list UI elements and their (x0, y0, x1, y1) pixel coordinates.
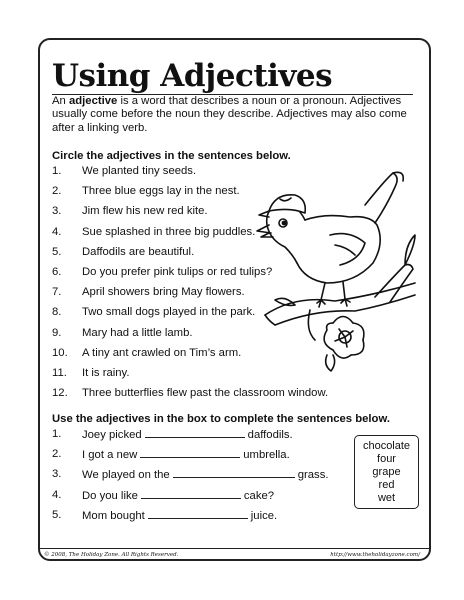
sentence-end: daffodils. (247, 429, 293, 441)
sentence-start: Mom bought (82, 509, 145, 522)
answer-blank[interactable] (148, 508, 248, 519)
item-number: 4. (52, 488, 62, 501)
answer-blank[interactable] (141, 488, 241, 499)
item-number: 1. (52, 165, 62, 177)
sentence-start: Do you like (82, 489, 138, 502)
item-number: 7. (52, 286, 62, 299)
answer-blank[interactable] (145, 427, 245, 438)
footer-url: http://www.theholidayzone.com/ (330, 552, 420, 558)
item-number: 2. (52, 448, 62, 461)
sentence-text: April showers bring May flowers. (82, 286, 245, 299)
word-box-item: wet (377, 492, 396, 504)
section2-heading: Use the adjectives in the box to complete the sentences below. (52, 413, 390, 425)
sentence-text: Two small dogs played in the park. (82, 306, 256, 319)
sentence-end: grass. (297, 469, 329, 482)
sentence-text: It is rainy. (82, 366, 130, 379)
intro-text: is a word that describes a noun or a pronoun. Adjectives usually come before the noun they describe. Adjectives may also come after a linking verb. (52, 95, 407, 134)
item-number: 4. (52, 225, 62, 238)
intro-keyword: adjective (68, 95, 118, 107)
item-number: 11. (52, 366, 67, 379)
item-number: 5. (52, 508, 62, 521)
item-number: 8. (52, 306, 62, 319)
intro-paragraph (52, 95, 417, 135)
page-title: Using Adjectives (52, 58, 333, 94)
intro-prefix: An (52, 95, 69, 107)
item-number: 10. (52, 346, 68, 359)
sentence-text: Daffodils are beautiful. (82, 245, 195, 258)
sentence-start: I got a new (82, 449, 138, 462)
fill-in-sentence (82, 447, 290, 462)
sentence-text: Do you prefer pink tulips or red tulips? (82, 265, 273, 278)
bird-on-branch-illustration (255, 165, 420, 375)
section1-heading: Circle the adjectives in the sentences below. (52, 150, 291, 162)
word-box-item: four (377, 453, 396, 465)
copyright-text: © 2008, The Holiday Zone. All Rights Reserved. (44, 552, 179, 558)
fill-in-sentence (82, 467, 328, 482)
sentence-text: We planted tiny seeds. (82, 165, 197, 177)
item-number: 6. (52, 265, 62, 278)
sentence-text: Three blue eggs lay in the nest. (82, 185, 240, 198)
word-box-item: grape (372, 466, 401, 478)
item-number: 12. (52, 387, 68, 400)
adjective-word-box (354, 435, 419, 509)
item-number: 1. (52, 428, 62, 440)
fill-in-sentence (82, 427, 293, 442)
sentence-end: juice. (250, 509, 278, 522)
item-number: 9. (52, 326, 62, 339)
sentence-text: Sue splashed in three big puddles. (82, 225, 256, 238)
word-box-item: red (378, 479, 395, 491)
item-number: 3. (52, 205, 62, 218)
item-number: 3. (52, 468, 62, 481)
sentence-text: Mary had a little lamb. (82, 326, 193, 339)
sentence-start: We played on the (82, 469, 170, 482)
item-number: 2. (52, 185, 62, 198)
sentence-text: Jim flew his new red kite. (82, 205, 208, 218)
item-number: 5. (52, 245, 62, 258)
sentence-end: cake? (243, 489, 275, 502)
sentence-text: Three butterflies flew past the classroom window. (82, 387, 329, 400)
answer-blank[interactable] (173, 467, 295, 478)
answer-blank[interactable] (140, 447, 240, 458)
footer-divider (38, 548, 431, 549)
word-box-item: chocolate (362, 440, 411, 452)
fill-in-sentence (82, 488, 274, 503)
sentence-text: A tiny ant crawled on Tim’s arm. (82, 346, 242, 359)
sentence-end: umbrella. (243, 449, 290, 462)
fill-in-sentence (82, 508, 277, 523)
sentence-start: Joey picked (82, 429, 142, 441)
